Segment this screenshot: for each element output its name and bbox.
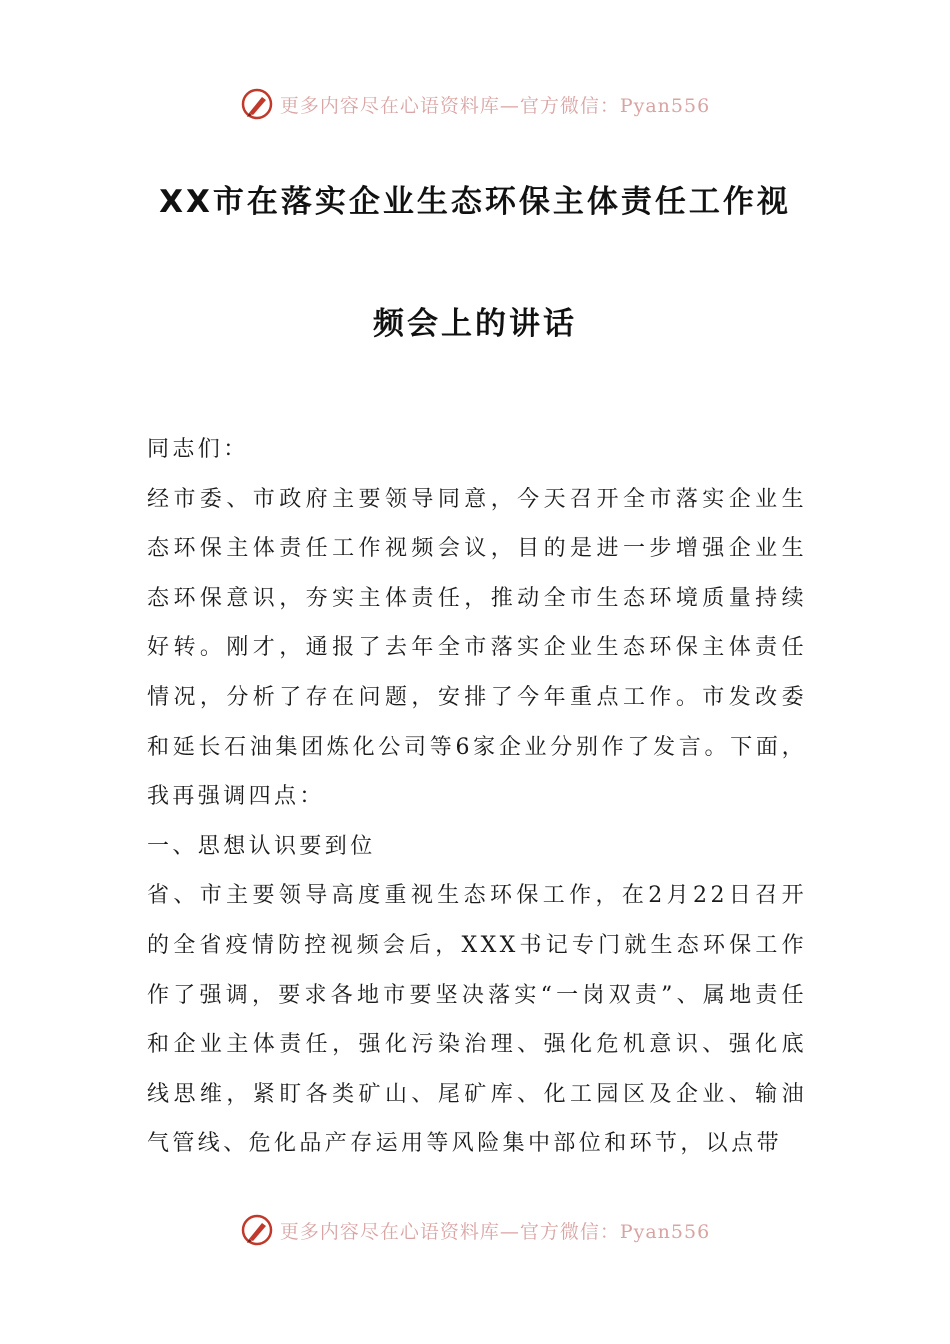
salutation: 同志们： bbox=[147, 437, 249, 462]
footer-watermark-banner bbox=[0, 1210, 950, 1250]
header-watermark-banner bbox=[0, 84, 950, 124]
body-paragraph-intro: 经市委、市政府主要领导同意，今天召开全市落实企业生态环保主体责任工作视频会议，目的是进一步增强企业生态环保意识，夯实主体责任，推动全市生态环境质量持续好转。刚才，通报了去年全市落实企业生态环保主体责任情况，分析了存在问题，安排了今年重点工作。市发改委和延长石油集团炼化公司等6家企业分别作了发言。下面，我再强调四点： bbox=[147, 486, 807, 810]
document-title-line-1: XX市在落实企业生态环保主体责任工作视 bbox=[159, 184, 791, 220]
pen-logo-icon bbox=[240, 1213, 274, 1247]
section-heading-1: 一、思想认识要到位 bbox=[147, 833, 376, 859]
body-paragraph-section-1: 省、市主要领导高度重视生态环保工作，在2月22日召开的全省疫情防控视频会后，XXX书记专门就生态环保工作作了强调，要求各地市要坚决落实“一岗双责”、属地责任和企业主体责任，强化污染治理、强化危机意识、强化底线思维，紧盯各类矿山、尾矿库、化工园区及企业、输油气管线、危化品产存运用等风险集中部位和环节，以点带 bbox=[147, 883, 807, 1157]
watermark-text: 更多内容尽在心语资料库—官方微信：Pyan556 bbox=[279, 1220, 711, 1243]
pen-logo-icon bbox=[240, 87, 274, 121]
watermark-text: 更多内容尽在心语资料库—官方微信：Pyan556 bbox=[279, 94, 711, 117]
document-title-line-2: 频会上的讲话 bbox=[373, 306, 577, 342]
document-body bbox=[147, 425, 807, 1169]
